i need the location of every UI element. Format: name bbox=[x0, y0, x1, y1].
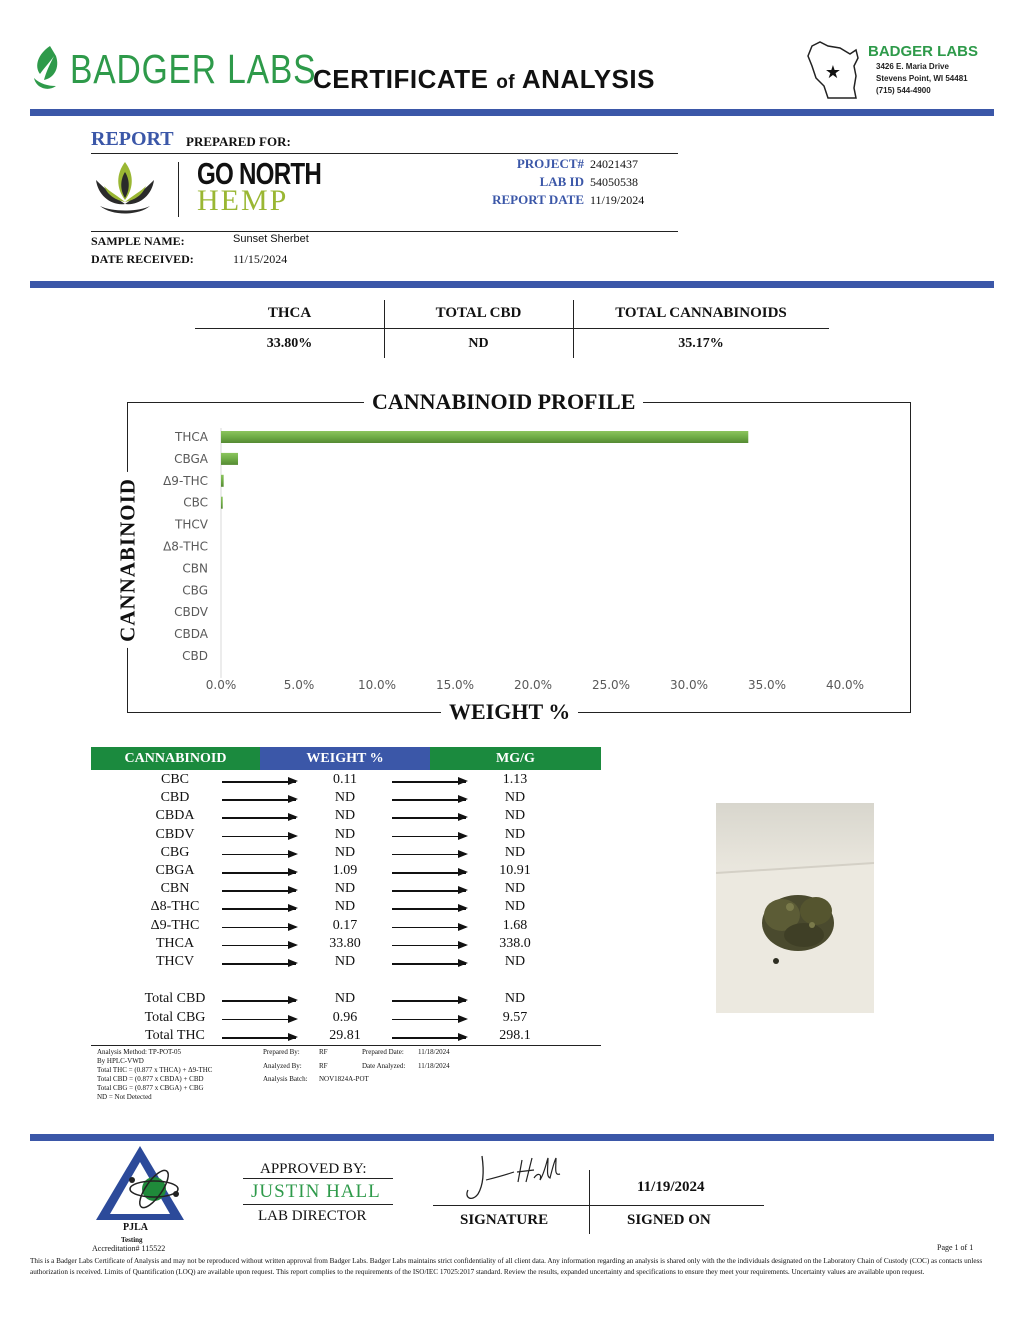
page-number: Page 1 of 1 bbox=[937, 1243, 974, 1252]
prepared-for-label: PREPARED FOR: bbox=[186, 134, 291, 149]
lab-address-line1: 3426 E. Maria Drive bbox=[876, 62, 949, 71]
analysis-batch-label: Analysis Batch: bbox=[263, 1075, 308, 1083]
date-analyzed-value: 11/18/2024 bbox=[418, 1062, 450, 1070]
chart-category-label: CBDV bbox=[174, 605, 208, 620]
prepared-by-value: RF bbox=[319, 1048, 328, 1056]
method-note-line: Analysis Method: TP-POT-05 bbox=[97, 1048, 182, 1056]
wisconsin-map-icon bbox=[806, 36, 868, 102]
signature-divider bbox=[589, 1170, 590, 1234]
table-row-mg: 1.68 bbox=[502, 917, 528, 933]
chart-bar bbox=[221, 497, 223, 509]
lab-logo-text: BADGER LABS bbox=[70, 46, 317, 92]
header-divider bbox=[30, 109, 994, 116]
badger-leaf-logo-icon bbox=[30, 44, 68, 92]
total-row-name: Total CBG bbox=[144, 1009, 206, 1025]
chart-category-label: CBDA bbox=[174, 627, 208, 642]
arrow-icon bbox=[392, 1037, 466, 1039]
summary-thca-value: 33.80% bbox=[266, 336, 313, 351]
date-analyzed-label: Date Analyzed: bbox=[362, 1062, 406, 1070]
arrow-icon bbox=[222, 836, 296, 838]
chart-bar bbox=[221, 431, 748, 443]
table-row-mg: 338.0 bbox=[499, 935, 531, 951]
arrow-icon bbox=[392, 799, 466, 801]
summary-total-value: 35.17% bbox=[678, 336, 724, 351]
lab-name: BADGER LABS bbox=[868, 43, 979, 60]
table-row-weight: 0.11 bbox=[333, 772, 357, 787]
table-bottom-rule bbox=[91, 1045, 601, 1046]
table-row-weight: 1.09 bbox=[332, 863, 358, 878]
table-row-name: Δ8-THC bbox=[150, 899, 200, 915]
arrow-icon bbox=[222, 1037, 296, 1039]
arrow-icon bbox=[392, 945, 466, 947]
chart-category-label: THCA bbox=[175, 430, 208, 444]
client-name-line2: HEMP bbox=[197, 184, 289, 217]
chart-x-tick-label: 10.0% bbox=[357, 678, 397, 692]
summary-cbd-label: TOTAL CBD bbox=[435, 305, 522, 321]
page-title: CERTIFICATE of ANALYSIS bbox=[313, 64, 655, 94]
table-row-name: CBD bbox=[160, 790, 190, 806]
table-row-name: CBGA bbox=[155, 863, 195, 878]
client-logo-divider bbox=[178, 162, 179, 217]
table-header-cell: MG/G bbox=[430, 747, 601, 770]
arrow-icon bbox=[222, 963, 296, 965]
report-label: REPORT bbox=[91, 128, 174, 150]
arrow-icon bbox=[222, 781, 296, 783]
table-row-mg: ND bbox=[504, 844, 526, 860]
chart-x-tick-label: 15.0% bbox=[435, 678, 475, 692]
cannabinoid-bar-chart bbox=[130, 420, 900, 700]
prepared-date-label: Prepared Date: bbox=[362, 1048, 404, 1056]
table-row-weight: ND bbox=[334, 844, 356, 860]
arrow-icon bbox=[222, 908, 296, 910]
signature-label: SIGNATURE bbox=[460, 1212, 549, 1228]
arrow-icon bbox=[392, 1019, 466, 1021]
arrow-icon bbox=[222, 817, 296, 819]
analyzed-by-label: Analyzed By: bbox=[263, 1062, 302, 1070]
arrow-icon bbox=[392, 872, 466, 874]
chart-category-label: CBN bbox=[182, 561, 208, 576]
svg-text:★: ★ bbox=[824, 62, 842, 83]
total-row-mg: 298.1 bbox=[499, 1028, 531, 1043]
report-date-value: 11/19/2024 bbox=[590, 193, 645, 207]
arrow-icon bbox=[222, 945, 296, 947]
arrow-icon bbox=[392, 1000, 466, 1002]
arrow-icon bbox=[392, 781, 466, 783]
pjla-testing-label: Testing bbox=[121, 1236, 143, 1244]
table-header-cell: CANNABINOID bbox=[91, 747, 260, 770]
accreditation-number: Accreditation# 115522 bbox=[92, 1244, 166, 1253]
table-row-weight: ND bbox=[334, 899, 356, 915]
sample-name-label: SAMPLE NAME: bbox=[91, 234, 185, 248]
report-top-rule bbox=[91, 153, 678, 154]
table-row-mg: ND bbox=[504, 808, 526, 824]
method-note-line: Total CBG = (0.877 x CBGA) + CBG bbox=[97, 1084, 204, 1092]
table-row-name: THCV bbox=[155, 954, 195, 969]
total-row-weight: ND bbox=[334, 991, 356, 1006]
summary-total-label: TOTAL CANNABINOIDS bbox=[615, 305, 787, 321]
project-value: 24021437 bbox=[590, 157, 638, 171]
table-row-name: CBG bbox=[160, 844, 190, 860]
approver-name: JUSTIN HALL bbox=[251, 1181, 381, 1202]
arrow-icon bbox=[222, 1019, 296, 1021]
signed-on-label: SIGNED ON bbox=[627, 1212, 711, 1228]
chart-title: CANNABINOID PROFILE bbox=[364, 389, 643, 415]
report-date-label: REPORT DATE bbox=[492, 192, 584, 207]
total-row-mg: 9.57 bbox=[502, 1009, 528, 1025]
approved-rule-1 bbox=[243, 1178, 393, 1179]
total-row-name: Total CBD bbox=[144, 991, 206, 1006]
signed-on-date: 11/19/2024 bbox=[637, 1179, 705, 1195]
lab-id-label: LAB ID bbox=[539, 174, 584, 189]
total-row-name: Total THC bbox=[145, 1028, 205, 1043]
summary-thca-label: THCA bbox=[267, 305, 312, 321]
table-row-mg: 1.13 bbox=[502, 772, 528, 787]
arrow-icon bbox=[392, 963, 466, 965]
disclaimer-text: This is a Badger Labs Certificate of Analysis and may not be reproduced without written approval from Badger Labs. Badger Labs maintains strict confidentiality of all client data. Any information regarding an analysis is shared only with the the individuals designated on the Laboratory Chain of Custody (COC) as contacts unless authorization is received. Limits of Quantification (LOQ) are available upon request. This report complies to the requirements of the ISO/IEC 17025:2017 standard. Review the results, expanded uncertainty and specifications to ensure they meet your requirements. Uncertainty values are available upon request. bbox=[30, 1257, 983, 1276]
approved-by-label: APPROVED BY: bbox=[260, 1161, 367, 1177]
signature-image bbox=[462, 1152, 572, 1206]
chart-category-label: CBC bbox=[183, 495, 208, 510]
lab-address-line2: Stevens Point, WI 54481 bbox=[876, 74, 968, 83]
arrow-icon bbox=[222, 799, 296, 801]
arrow-icon bbox=[392, 836, 466, 838]
chart-x-tick-label: 35.0% bbox=[747, 678, 787, 692]
date-received-value: 11/15/2024 bbox=[233, 252, 288, 266]
chart-category-label: CBD bbox=[182, 649, 208, 663]
chart-bar bbox=[221, 453, 238, 465]
arrow-icon bbox=[222, 872, 296, 874]
summary-cbd-value: ND bbox=[468, 336, 489, 351]
table-row-name: CBC bbox=[160, 772, 189, 787]
chart-category-label: CBGA bbox=[174, 451, 208, 466]
table-row-name: THCA bbox=[155, 935, 195, 951]
method-note-line: ND = Not Detected bbox=[97, 1093, 152, 1101]
pjla-label: PJLA bbox=[123, 1222, 148, 1233]
chart-x-tick-label: 30.0% bbox=[669, 678, 709, 692]
table-row-weight: 33.80 bbox=[329, 935, 361, 951]
lab-id-value: 54050538 bbox=[590, 175, 638, 189]
total-row-mg: ND bbox=[504, 991, 526, 1006]
table-row-name: CBN bbox=[160, 881, 190, 897]
sample-photo bbox=[716, 803, 874, 1013]
chart-category-label: Δ8-THC bbox=[163, 539, 208, 554]
analysis-method-notes bbox=[97, 1048, 212, 1102]
table-row-weight: ND bbox=[334, 954, 356, 969]
method-note-line: By HPLC-VWD bbox=[97, 1057, 144, 1065]
chart-category-label: CBG bbox=[182, 583, 208, 598]
arrow-icon bbox=[222, 927, 296, 929]
footer-divider bbox=[30, 1134, 994, 1141]
arrow-icon bbox=[392, 854, 466, 856]
method-note-line: Total THC = (0.877 x THCA) + Δ9-THC bbox=[97, 1066, 213, 1074]
table-row-weight: ND bbox=[334, 826, 356, 842]
arrow-icon bbox=[222, 854, 296, 856]
prepared-date-value: 11/18/2024 bbox=[418, 1048, 450, 1056]
table-row-name: Δ9-THC bbox=[150, 917, 200, 933]
table-row-mg: ND bbox=[504, 881, 526, 897]
signature-rule bbox=[433, 1205, 764, 1206]
arrow-icon bbox=[222, 890, 296, 892]
analysis-batch-value: NOV1824A-POT bbox=[319, 1075, 369, 1083]
section-divider bbox=[30, 281, 994, 288]
chart-category-label: Δ9-THC bbox=[163, 473, 208, 488]
date-received-label: DATE RECEIVED: bbox=[91, 252, 194, 266]
summary-rule bbox=[195, 328, 829, 329]
table-row-weight: ND bbox=[334, 881, 356, 897]
arrow-icon bbox=[392, 927, 466, 929]
hemp-flower-image bbox=[716, 803, 874, 1013]
total-row-weight: 29.81 bbox=[329, 1028, 361, 1043]
arrow-icon bbox=[222, 1000, 296, 1002]
chart-x-tick-label: 0.0% bbox=[205, 678, 237, 692]
go-north-hemp-lotus-icon bbox=[90, 160, 160, 218]
table-row-weight: ND bbox=[334, 808, 356, 824]
chart-x-tick-label: 5.0% bbox=[283, 678, 315, 692]
chart-x-tick-label: 20.0% bbox=[513, 678, 553, 692]
arrow-icon bbox=[392, 817, 466, 819]
table-row-mg: ND bbox=[504, 954, 526, 969]
analyzed-by-value: RF bbox=[319, 1062, 328, 1070]
table-row-mg: ND bbox=[504, 790, 526, 806]
project-label: PROJECT# bbox=[516, 156, 584, 171]
total-row-weight: 0.96 bbox=[332, 1009, 358, 1025]
approver-title: LAB DIRECTOR bbox=[258, 1208, 367, 1224]
chart-x-axis-label: WEIGHT % bbox=[441, 699, 578, 725]
pjla-accreditation-icon bbox=[94, 1144, 186, 1224]
table-row-mg: 10.91 bbox=[499, 863, 531, 878]
client-name-line1: GO NORTH bbox=[197, 156, 322, 191]
chart-x-tick-label: 40.0% bbox=[825, 678, 865, 692]
lab-phone: (715) 544-4900 bbox=[876, 86, 931, 95]
chart-x-tick-label: 25.0% bbox=[591, 678, 631, 692]
table-header-cell: WEIGHT % bbox=[260, 747, 430, 770]
table-row-name: CBDV bbox=[155, 826, 195, 842]
chart-bar bbox=[221, 475, 224, 487]
sample-name-value: Sunset Sherbet bbox=[233, 233, 309, 245]
table-row-mg: ND bbox=[504, 899, 526, 915]
report-bottom-rule bbox=[91, 231, 678, 232]
chart-y-axis-label: CANNABINOID bbox=[116, 472, 141, 648]
chart-category-label: THCV bbox=[175, 517, 208, 532]
approved-rule-2 bbox=[243, 1204, 393, 1205]
arrow-icon bbox=[392, 908, 466, 910]
table-row-mg: ND bbox=[504, 826, 526, 842]
table-row-name: CBDA bbox=[155, 808, 195, 824]
table-row-weight: ND bbox=[334, 790, 356, 806]
table-row-weight: 0.17 bbox=[332, 917, 358, 933]
arrow-icon bbox=[392, 890, 466, 892]
prepared-by-label: Prepared By: bbox=[263, 1048, 300, 1056]
method-note-line: Total CBD = (0.877 x CBDA) + CBD bbox=[97, 1075, 204, 1083]
